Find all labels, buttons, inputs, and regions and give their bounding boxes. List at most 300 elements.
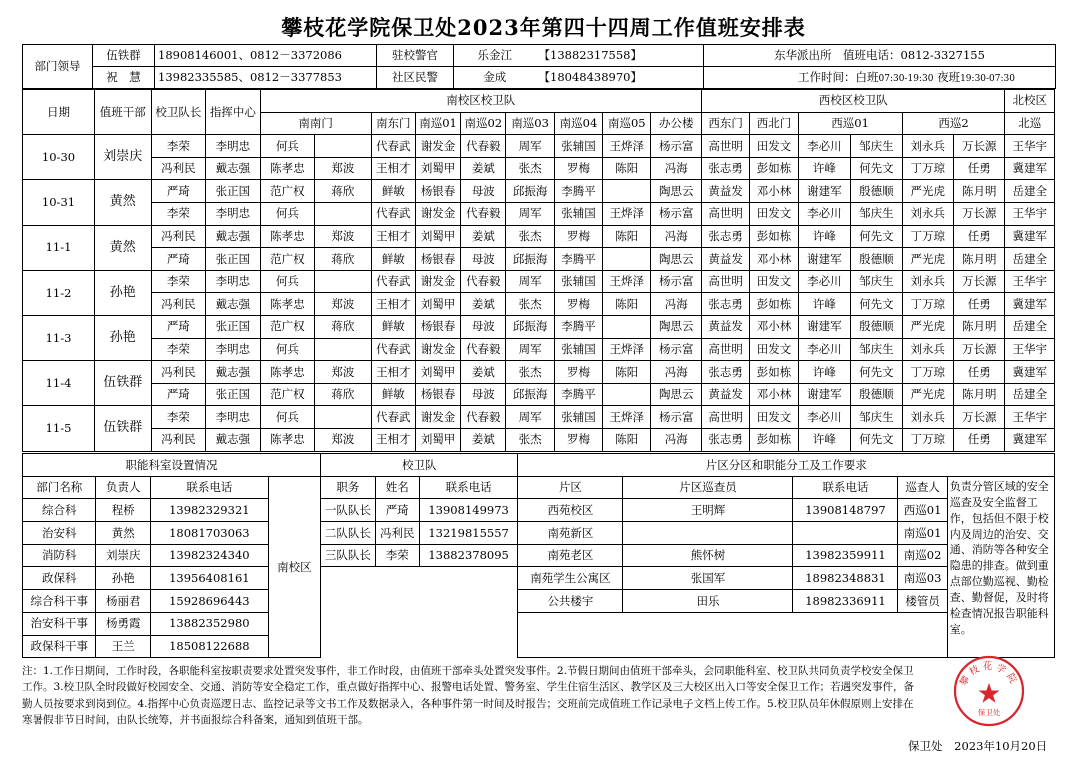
duty-person: 刘蜀甲 — [415, 428, 460, 451]
duty-person: 刘永兵 — [902, 406, 953, 429]
guard-header-name: 姓名 — [375, 476, 419, 499]
duty-person: 万长源 — [953, 202, 1005, 225]
duty-person: 代春武 — [371, 135, 415, 158]
duty-person: 何先文 — [851, 157, 902, 180]
duty-person: 蒋欣 — [315, 383, 372, 406]
duty-person: 谢发金 — [415, 202, 460, 225]
duty-person: 鲜敏 — [371, 180, 415, 203]
duty-person: 戴志强 — [206, 428, 261, 451]
duty-person: 范广权 — [260, 315, 315, 338]
duty-person: 蒋欣 — [315, 248, 372, 271]
duty-person: 邱振海 — [506, 248, 554, 271]
zone-area: 公共楼宇 — [518, 590, 623, 613]
duty-person: 罗梅 — [554, 157, 602, 180]
duty-person — [603, 383, 651, 406]
office-phone: 18081703063 — [151, 522, 269, 545]
duty-person: 许峰 — [798, 225, 850, 248]
officer-phone: 【18048438970】 — [536, 67, 704, 89]
zone-area: 南苑新区 — [518, 522, 623, 545]
zone-header-phone: 联系电话 — [793, 476, 898, 499]
duty-person: 张正国 — [206, 315, 261, 338]
duty-person: 冯海 — [651, 361, 702, 384]
duty-person: 彭如栋 — [750, 225, 798, 248]
duty-person: 王烨泽 — [603, 270, 651, 293]
duty-person: 王华宇 — [1005, 135, 1055, 158]
duty-person: 代春毅 — [461, 135, 506, 158]
duty-person: 蒋欣 — [315, 180, 372, 203]
leaders-table — [22, 44, 1056, 89]
duty-person: 张志勇 — [701, 293, 749, 316]
duty-person: 张辅国 — [554, 338, 602, 361]
duty-person: 张志勇 — [701, 225, 749, 248]
duty-person: 何先文 — [851, 361, 902, 384]
duty-person: 任勇 — [953, 293, 1005, 316]
duty-person: 陈孝忠 — [260, 361, 315, 384]
duty-person: 代春毅 — [461, 202, 506, 225]
duty-person: 冯海 — [651, 293, 702, 316]
duty-person: 姜斌 — [461, 293, 506, 316]
duty-person: 任勇 — [953, 157, 1005, 180]
duty-person: 陈月明 — [953, 315, 1005, 338]
duty-person: 代春毅 — [461, 338, 506, 361]
duty-person: 王华宇 — [1005, 202, 1055, 225]
duty-person: 周军 — [506, 338, 554, 361]
notes: 注：1.工作日期间，工作时段，各职能科室按职责要求处置突发事件，非工作时段，由值班干部牵头处置突发事件。2.节假日期间由值班干部牵头，会同职能科室、校卫队共同负责学校安全保卫工作。3.校卫队全时段做好校园安全、交通、消防等安全稳定工作，重点做好指挥中心、报警电话处置、警务室、学生住宿生活区、教学区及三大校区出入口等安全保卫工作；若遇突发事件，备勤人员按要求到岗到位。4.指挥中心负责巡逻日志、监控记录等文书工作及数据录入，各种事件第一时间及时报告；交班前完成值班工作记录电子文档上传工作。5.校卫队员年休假原则上安排在寒暑假非节日时间，由队长统筹，并书面报综合科备案，通知到值班干部。 — [22, 665, 915, 726]
duty-person: 王相才 — [371, 293, 415, 316]
duty-person: 戴志强 — [206, 361, 261, 384]
duty-person: 杨示富 — [651, 202, 702, 225]
duty-person: 许峰 — [798, 428, 850, 451]
header-post: 南巡05 — [603, 112, 651, 135]
duty-person: 戴志强 — [206, 293, 261, 316]
duty-person: 冀建军 — [1005, 293, 1055, 316]
zone-header-area: 片区 — [518, 476, 623, 499]
header-post: 西东门 — [701, 112, 749, 135]
schedule-date: 10-31 — [23, 180, 95, 225]
header-post: 南东门 — [371, 112, 415, 135]
schedule-row — [23, 180, 1055, 203]
guard-role: 三队队长 — [321, 544, 376, 567]
duty-person: 李腾平 — [554, 248, 602, 271]
schedule-date: 11-4 — [23, 361, 95, 406]
duty-person: 严琦 — [151, 315, 206, 338]
duty-person: 岳建全 — [1005, 180, 1055, 203]
svg-text:攀枝花学院: 攀枝花学院 — [958, 661, 1020, 689]
duty-person: 李必川 — [798, 270, 850, 293]
police-role: 社区民警 — [377, 67, 454, 89]
zone-patrol: 田乐 — [623, 590, 793, 613]
office-phone: 13956408161 — [151, 567, 269, 590]
duty-person: 邓小林 — [750, 383, 798, 406]
duty-person: 张辅国 — [554, 406, 602, 429]
duty-person: 鲜敏 — [371, 315, 415, 338]
duty-person: 李荣 — [151, 135, 206, 158]
signature-org: 保卫处 — [908, 739, 943, 753]
duty-person — [315, 406, 372, 429]
duty-person: 李腾平 — [554, 315, 602, 338]
schedule-row — [23, 383, 1055, 406]
duty-person: 高世明 — [701, 338, 749, 361]
duty-person: 刘永兵 — [902, 270, 953, 293]
duty-person: 杨银春 — [415, 248, 460, 271]
duty-person: 姜斌 — [461, 428, 506, 451]
zone-area: 南苑老区 — [518, 544, 623, 567]
header-post: 西巡01 — [798, 112, 902, 135]
zone-area: 西苑校区 — [518, 499, 623, 522]
duty-person: 殷德顺 — [851, 248, 902, 271]
duty-person: 任勇 — [953, 428, 1005, 451]
duty-person: 陶思云 — [651, 248, 702, 271]
duty-person: 李荣 — [151, 406, 206, 429]
duty-person: 邹庆生 — [851, 135, 902, 158]
duty-person: 彭如栋 — [750, 361, 798, 384]
duty-person: 谢发金 — [415, 270, 460, 293]
office-phone: 13982329321 — [151, 499, 269, 522]
duty-person: 鲜敏 — [371, 383, 415, 406]
duty-person: 罗梅 — [554, 293, 602, 316]
duty-person: 张杰 — [506, 293, 554, 316]
duty-person: 李必川 — [798, 135, 850, 158]
duty-person: 张志勇 — [701, 428, 749, 451]
guard-phone: 13219815557 — [419, 522, 518, 545]
duty-person: 邹庆生 — [851, 270, 902, 293]
duty-person: 范广权 — [260, 383, 315, 406]
duty-person: 姜斌 — [461, 157, 506, 180]
zone-patrol: 王明辉 — [623, 499, 793, 522]
duty-person: 邱振海 — [506, 180, 554, 203]
duty-person: 李明忠 — [206, 270, 261, 293]
duty-person: 陈月明 — [953, 383, 1005, 406]
duty-person: 郑波 — [315, 428, 372, 451]
duty-person — [603, 180, 651, 203]
duty-cadre: 孙艳 — [95, 270, 152, 315]
header-captain: 校卫队长 — [151, 90, 206, 135]
guard-name: 严琦 — [375, 499, 419, 522]
duty-person: 田发文 — [750, 202, 798, 225]
duty-person: 严光虎 — [902, 383, 953, 406]
duty-person: 殷德顺 — [851, 315, 902, 338]
duty-person: 严光虎 — [902, 180, 953, 203]
duty-person — [315, 338, 372, 361]
duty-person — [603, 315, 651, 338]
office-dept: 治安科 — [23, 522, 96, 545]
zone-header-patrol: 片区巡查员 — [623, 476, 793, 499]
leader-name: 祝 慧 — [93, 67, 155, 89]
section-zone-title: 片区分区和职能分工及工作要求 — [518, 454, 1055, 477]
guard-empty — [321, 567, 518, 658]
zone-inspector: 楼管员 — [898, 590, 947, 613]
duty-person: 高世明 — [701, 406, 749, 429]
duty-person: 杨示富 — [651, 135, 702, 158]
duty-person: 田发文 — [750, 406, 798, 429]
duty-person: 张杰 — [506, 428, 554, 451]
duty-person: 何先文 — [851, 293, 902, 316]
guard-header-phone: 联系电话 — [419, 476, 518, 499]
duty-person: 张辅国 — [554, 270, 602, 293]
zone-phone: 13908148797 — [793, 499, 898, 522]
info-row — [23, 590, 1055, 613]
duty-person: 丁万琼 — [902, 225, 953, 248]
duty-person: 谢发金 — [415, 406, 460, 429]
duty-person: 王相才 — [371, 157, 415, 180]
zone-phone: 18982348831 — [793, 567, 898, 590]
duty-person: 陈月明 — [953, 248, 1005, 271]
duty-person: 何兵 — [260, 406, 315, 429]
office-header-dept: 部门名称 — [23, 476, 96, 499]
schedule-row — [23, 315, 1055, 338]
duty-person: 黄益发 — [701, 180, 749, 203]
duty-person: 丁万琼 — [902, 293, 953, 316]
schedule-row — [23, 225, 1055, 248]
duty-person: 何兵 — [260, 338, 315, 361]
work-hours — [704, 67, 1056, 89]
duty-person: 严光虎 — [902, 315, 953, 338]
duty-person: 张杰 — [506, 225, 554, 248]
schedule-date: 11-5 — [23, 406, 95, 451]
duty-person: 严琦 — [151, 248, 206, 271]
leader-name: 伍铁群 — [93, 45, 155, 67]
duty-person: 严光虎 — [902, 248, 953, 271]
seal-stamp-icon — [953, 655, 1025, 727]
duty-person: 陈孝忠 — [260, 225, 315, 248]
duty-person: 姜斌 — [461, 225, 506, 248]
info-row — [23, 544, 1055, 567]
schedule-row — [23, 248, 1055, 271]
header-post: 北巡 — [1005, 112, 1055, 135]
duty-person: 范广权 — [260, 180, 315, 203]
duty-person: 万长源 — [953, 406, 1005, 429]
duty-person: 代春武 — [371, 338, 415, 361]
officer-name: 乐金江 — [454, 45, 536, 67]
duty-person: 冀建军 — [1005, 361, 1055, 384]
zone-patrol: 熊怀树 — [623, 544, 793, 567]
duty-person: 李荣 — [151, 270, 206, 293]
duty-person: 李明忠 — [206, 202, 261, 225]
duty-person: 冯海 — [651, 428, 702, 451]
duty-person: 李荣 — [151, 202, 206, 225]
duty-person: 代春毅 — [461, 406, 506, 429]
duty-person: 张正国 — [206, 180, 261, 203]
schedule-row — [23, 293, 1055, 316]
duty-person: 冯利民 — [151, 157, 206, 180]
zone-phone: 18982336911 — [793, 590, 898, 613]
header-post: 办公楼 — [651, 112, 702, 135]
duty-person — [315, 202, 372, 225]
duty-person: 陶思云 — [651, 315, 702, 338]
duty-person: 严琦 — [151, 383, 206, 406]
duty-person: 罗梅 — [554, 428, 602, 451]
duty-person: 邱振海 — [506, 383, 554, 406]
duty-person: 陶思云 — [651, 383, 702, 406]
duty-person: 母波 — [461, 248, 506, 271]
duty-person: 张正国 — [206, 248, 261, 271]
duty-person: 罗梅 — [554, 225, 602, 248]
duty-person: 谢建军 — [798, 248, 850, 271]
duty-person: 代春武 — [371, 202, 415, 225]
office-dept: 治安科干事 — [23, 612, 96, 635]
guard-header-role: 职务 — [321, 476, 376, 499]
duty-person: 陈孝忠 — [260, 157, 315, 180]
duty-person: 李腾平 — [554, 180, 602, 203]
duty-person: 任勇 — [953, 361, 1005, 384]
office-head: 孙艳 — [96, 567, 151, 590]
night-shift-time: 19:30-07:30 — [960, 73, 1015, 84]
duty-person: 王相才 — [371, 361, 415, 384]
office-head: 杨勇霞 — [96, 612, 151, 635]
duty-person: 杨示富 — [651, 270, 702, 293]
duty-person: 何兵 — [260, 270, 315, 293]
duty-person: 万长源 — [953, 270, 1005, 293]
duty-person: 王相才 — [371, 428, 415, 451]
duty-person: 陈阳 — [603, 225, 651, 248]
schedule-date: 11-3 — [23, 315, 95, 360]
signature — [908, 738, 1047, 754]
duty-person: 田发文 — [750, 338, 798, 361]
duty-person: 李明忠 — [206, 135, 261, 158]
duty-person: 高世明 — [701, 135, 749, 158]
duty-person: 任勇 — [953, 225, 1005, 248]
duty-person: 张辅国 — [554, 202, 602, 225]
zone-phone: 13982359911 — [793, 544, 898, 567]
duty-person: 黄益发 — [701, 315, 749, 338]
page-title: 攀枝花学院保卫处2023年第四十四周工作值班安排表 — [281, 15, 806, 40]
office-phone: 13882352980 — [151, 612, 269, 635]
duty-person: 王华宇 — [1005, 406, 1055, 429]
duty-person: 邱振海 — [506, 315, 554, 338]
duty-person: 冯海 — [651, 225, 702, 248]
duty-person: 丁万琼 — [902, 157, 953, 180]
work-hours-day-label: 工作时间：白班 — [798, 69, 879, 84]
duty-person: 殷德顺 — [851, 383, 902, 406]
duty-person: 周军 — [506, 135, 554, 158]
zone-empty — [518, 612, 947, 657]
duty-person: 黄益发 — [701, 383, 749, 406]
duty-person: 刘蜀甲 — [415, 157, 460, 180]
duty-person: 李荣 — [151, 338, 206, 361]
duty-person: 万长源 — [953, 135, 1005, 158]
duty-person: 岳建全 — [1005, 248, 1055, 271]
duty-person: 许峰 — [798, 361, 850, 384]
guard-role: 一队队长 — [321, 499, 376, 522]
section-guard-title: 校卫队 — [321, 454, 518, 477]
duty-person: 杨银春 — [415, 180, 460, 203]
duty-person — [315, 270, 372, 293]
header-date: 日期 — [23, 90, 95, 135]
duty-person: 刘永兵 — [902, 202, 953, 225]
duty-person: 母波 — [461, 315, 506, 338]
schedule-row — [23, 338, 1055, 361]
duty-person: 陈阳 — [603, 293, 651, 316]
duty-person: 刘蜀甲 — [415, 361, 460, 384]
schedule-row — [23, 157, 1055, 180]
schedule-date: 11-1 — [23, 225, 95, 270]
duty-cadre: 黄然 — [95, 180, 152, 225]
office-header-head: 负责人 — [96, 476, 151, 499]
duty-person: 陈阳 — [603, 361, 651, 384]
duty-person: 殷德顺 — [851, 180, 902, 203]
duty-person: 姜斌 — [461, 361, 506, 384]
duty-person: 杨银春 — [415, 315, 460, 338]
duty-person: 陶思云 — [651, 180, 702, 203]
duty-person: 彭如栋 — [750, 293, 798, 316]
header-post: 南巡02 — [461, 112, 506, 135]
header-post: 西巡2 — [902, 112, 1005, 135]
duty-person: 丁万琼 — [902, 428, 953, 451]
duty-person: 冯利民 — [151, 225, 206, 248]
duty-person: 张杰 — [506, 157, 554, 180]
duty-person: 王烨泽 — [603, 135, 651, 158]
duty-person: 郑波 — [315, 293, 372, 316]
duty-person: 代春武 — [371, 270, 415, 293]
duty-person: 鲜敏 — [371, 248, 415, 271]
duty-person: 张志勇 — [701, 361, 749, 384]
day-shift-time: 07:30-19:30 — [878, 73, 934, 84]
header-south-zone: 南校区校卫队 — [260, 90, 701, 113]
office-head: 王兰 — [96, 635, 151, 658]
zone-header-inspector: 巡查人 — [898, 476, 947, 499]
duty-person: 高世明 — [701, 270, 749, 293]
info-row — [23, 612, 1055, 635]
duty-person: 陈月明 — [953, 180, 1005, 203]
duty-person: 周军 — [506, 406, 554, 429]
office-head: 黄然 — [96, 522, 151, 545]
schedule-row — [23, 270, 1055, 293]
info-header-row — [23, 476, 1055, 499]
duty-person: 邹庆生 — [851, 406, 902, 429]
duty-person: 刘蜀甲 — [415, 225, 460, 248]
duty-person: 何兵 — [260, 135, 315, 158]
schedule-row — [23, 135, 1055, 158]
duty-person: 代春毅 — [461, 270, 506, 293]
guard-south-label: 南校区 — [268, 476, 320, 658]
duty-person: 邓小林 — [750, 315, 798, 338]
info-row — [23, 567, 1055, 590]
office-dept: 综合科 — [23, 499, 96, 522]
duty-person: 岳建全 — [1005, 315, 1055, 338]
duty-person: 张志勇 — [701, 157, 749, 180]
duty-person: 谢建军 — [798, 383, 850, 406]
zone-requirement: 负责分管区域的安全巡查及安全监督工作，包括但不限于校内及周边的治安、交通、消防等各种安全隐患的排查。做到重点部位勤巡视、勤检查、勤督促，及时将检查情况报告职能科室。 — [947, 476, 1054, 658]
duty-person: 张正国 — [206, 383, 261, 406]
duty-person: 杨示富 — [651, 338, 702, 361]
duty-person: 邹庆生 — [851, 338, 902, 361]
zone-patrol: 张国军 — [623, 567, 793, 590]
zone-phone — [793, 522, 898, 545]
zone-inspector: 西巡01 — [898, 499, 947, 522]
leaders-label: 部门领导 — [23, 45, 93, 89]
duty-cadre: 黄然 — [95, 225, 152, 270]
duty-person: 李必川 — [798, 406, 850, 429]
header-post: 南巡04 — [554, 112, 602, 135]
duty-cadre: 伍铁群 — [95, 361, 152, 406]
office-phone: 13982324340 — [151, 544, 269, 567]
info-row — [23, 522, 1055, 545]
info-table — [22, 453, 1055, 658]
duty-person: 邓小林 — [750, 180, 798, 203]
duty-person: 陈孝忠 — [260, 293, 315, 316]
leader-phone: 18908146001、0812－3372086 — [155, 45, 377, 67]
schedule-row — [23, 406, 1055, 429]
header-west-zone: 西校区校卫队 — [701, 90, 1004, 113]
zone-patrol — [623, 522, 793, 545]
zone-inspector: 南巡01 — [898, 522, 947, 545]
duty-person: 母波 — [461, 383, 506, 406]
duty-person: 严琦 — [151, 180, 206, 203]
duty-person: 冯利民 — [151, 428, 206, 451]
duty-person: 陈孝忠 — [260, 428, 315, 451]
duty-person: 王烨泽 — [603, 202, 651, 225]
zone-area: 南苑学生公寓区 — [518, 567, 623, 590]
